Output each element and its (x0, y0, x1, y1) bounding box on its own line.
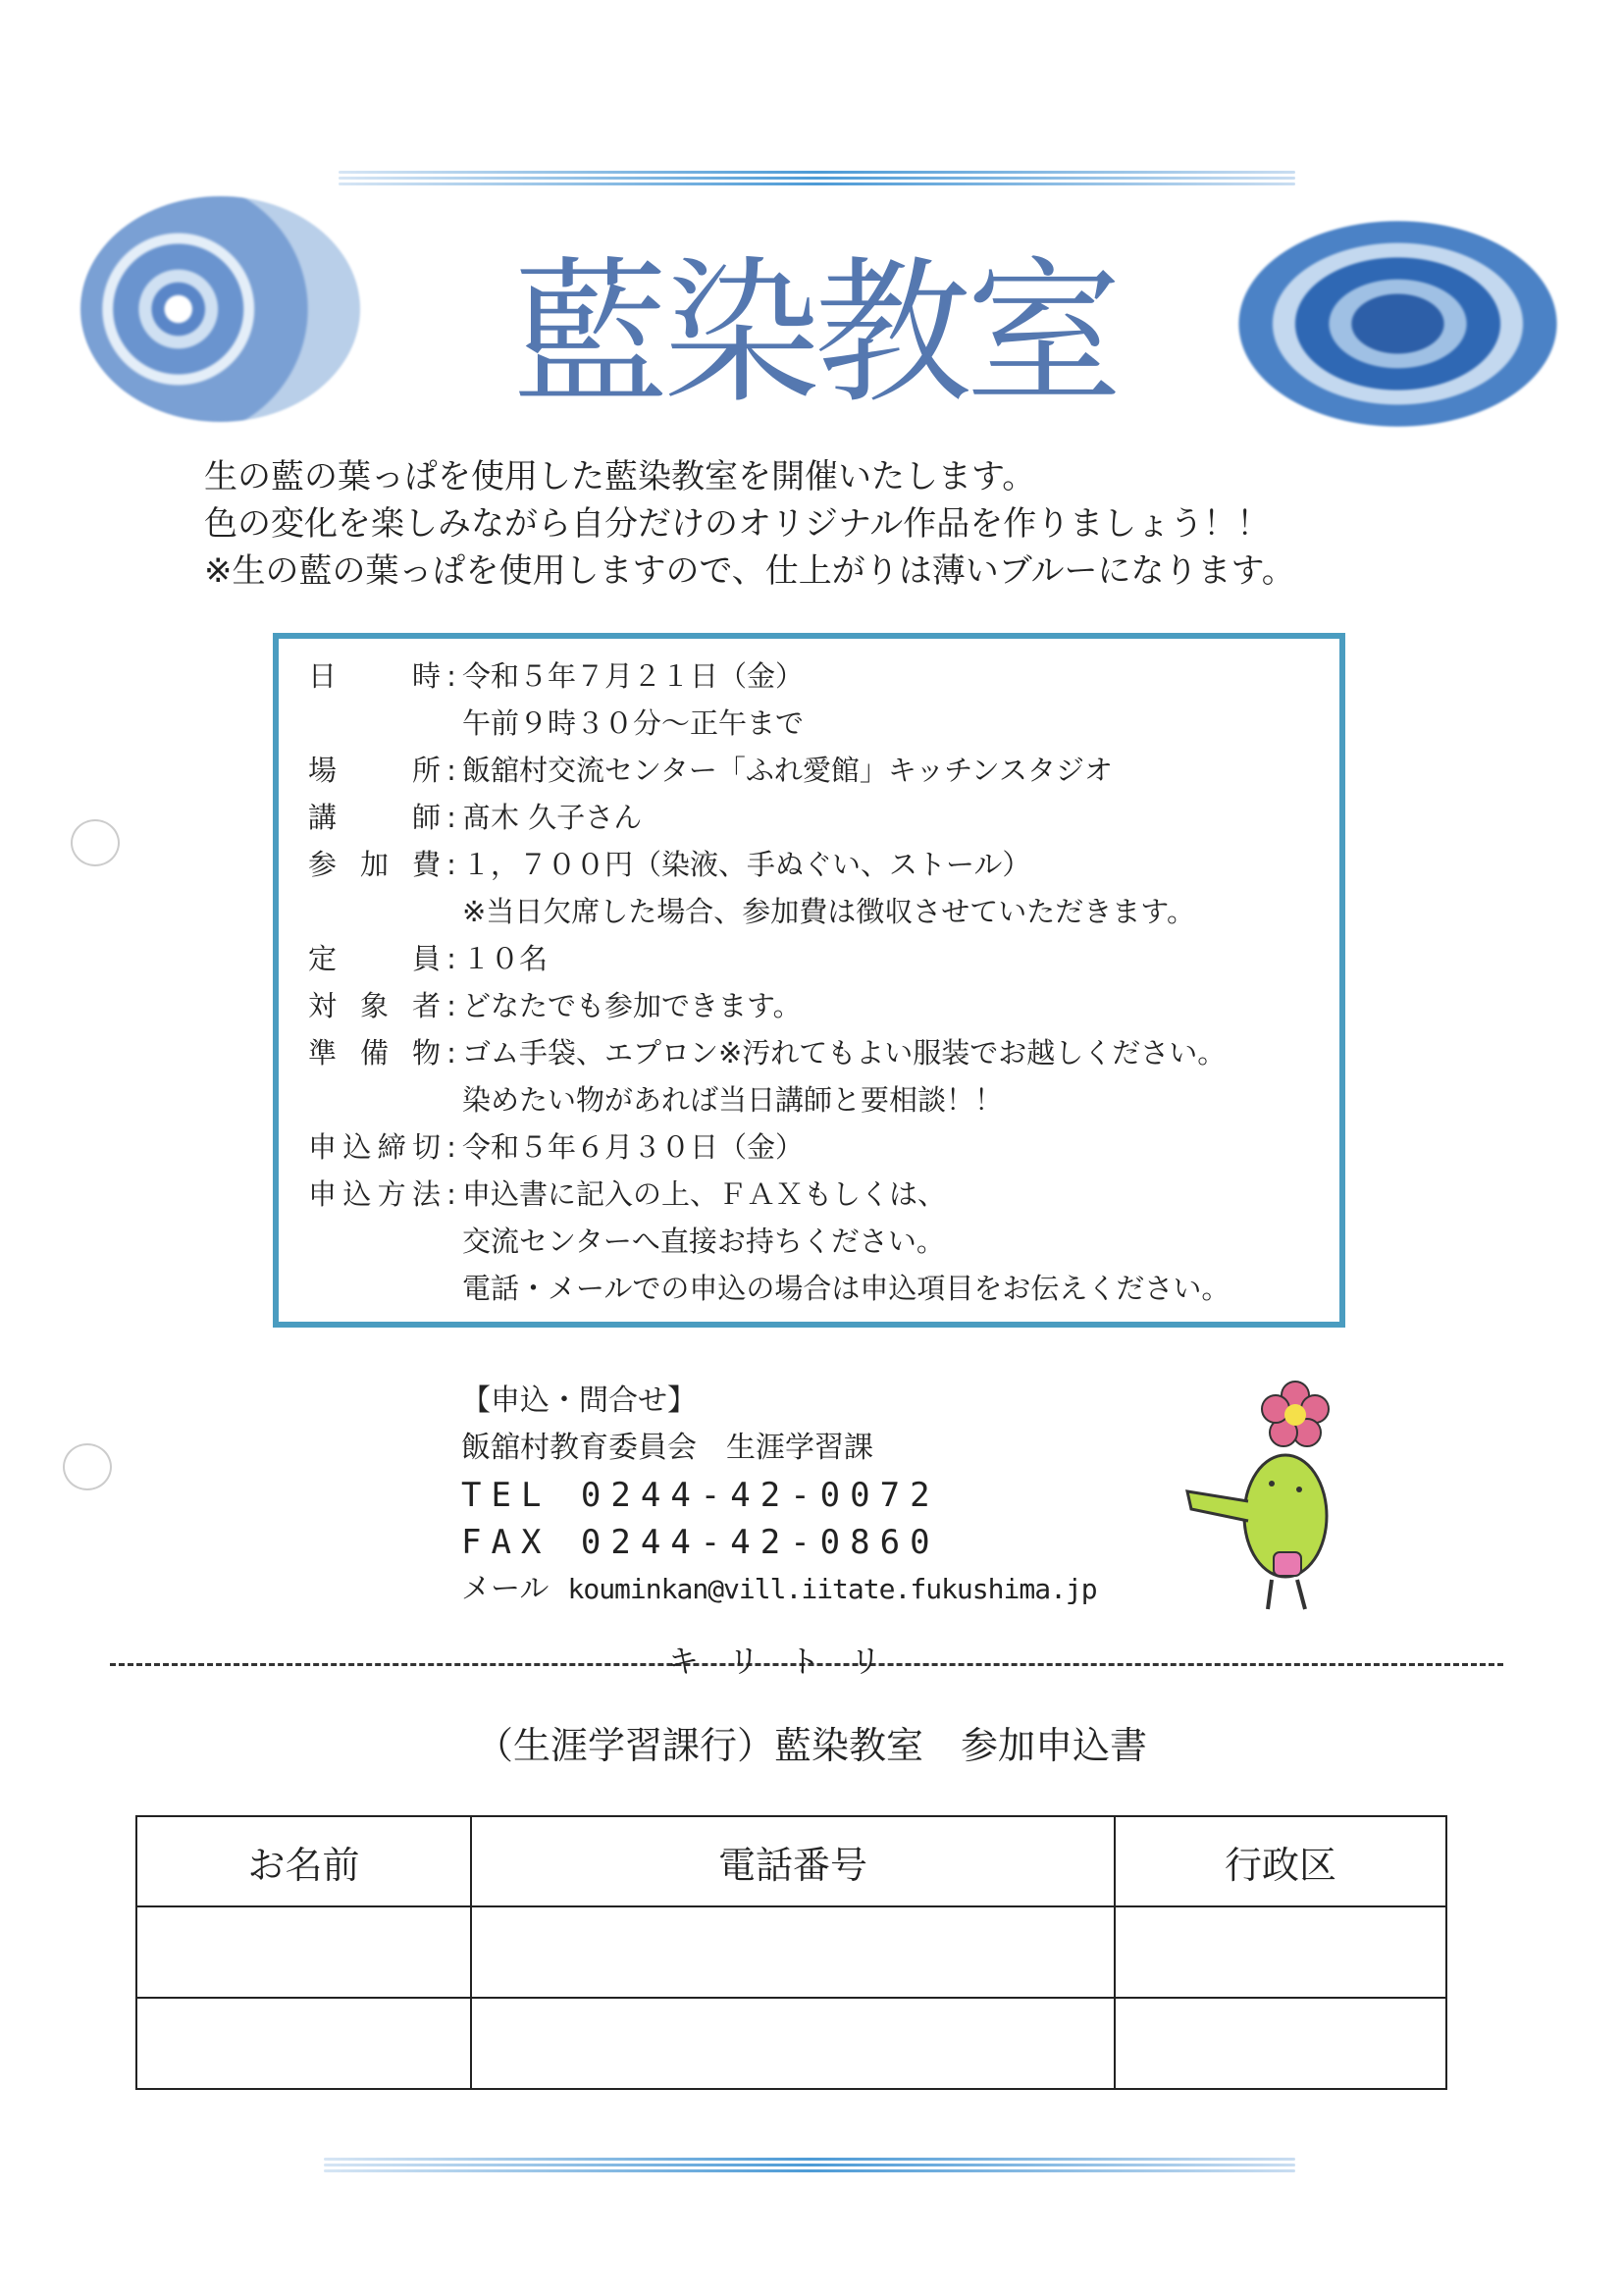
punch-hole (71, 819, 120, 866)
detail-row-fee: 参加費 : １，７００円（染液、手ぬぐい、ストール） (308, 848, 1031, 881)
detail-row-datetime: 日時 : 令和５年７月２１日（金） (308, 659, 805, 693)
contact-tel: TEL 0244-42-0072 (461, 1476, 940, 1515)
application-form-table (135, 1815, 1447, 2090)
header-phone: 電話番号 (471, 1816, 1115, 1906)
detail-row-items-note: 染めたい物があれば当日講師と要相談！！ (462, 1083, 1004, 1117)
detail-row-deadline: 申込締切 : 令和５年６月３０日（金） (308, 1130, 805, 1164)
cut-label: キリトリ (667, 1643, 912, 1680)
top-brush-decoration (339, 167, 1295, 188)
event-details-box (273, 633, 1345, 1328)
mascot-character-icon (1178, 1374, 1335, 1614)
page-title: 藍染教室 (511, 241, 1117, 425)
district-field[interactable] (1115, 1998, 1446, 2089)
contact-fax: FAX 0244-42-0860 (461, 1523, 940, 1562)
punch-hole (63, 1443, 112, 1490)
form-title: （生涯学習課行）藍染教室 参加申込書 (475, 1724, 1147, 1767)
contact-org: 飯舘村教育委員会 生涯学習課 (461, 1431, 873, 1465)
detail-row-method-2: 交流センターへ直接お持ちください。 (462, 1225, 945, 1258)
detail-row-instructor: 講師 : 髙木 久子さん (308, 801, 643, 834)
detail-row-capacity: 定員 : １０名 (308, 942, 549, 975)
detail-row-method: 申込方法 : 申込書に記入の上、ＦＡＸもしくは、 (308, 1177, 947, 1211)
name-field[interactable] (136, 1906, 471, 1998)
intro-line: 色の変化を楽しみながら自分だけのオリジナル作品を作りましょう！！ (204, 504, 1271, 544)
detail-row-place: 場所 : 飯舘村交流センター「ふれ愛館」キッチンスタジオ (308, 754, 1113, 787)
header-district: 行政区 (1115, 1816, 1446, 1906)
bottom-brush-decoration (324, 2154, 1295, 2175)
shibori-dye-image-left (80, 196, 360, 422)
detail-row-items: 準備物 : ゴム手袋、エプロン※汚れてもよい服装でお越しください。 (308, 1036, 1227, 1070)
email-link[interactable]: kouminkan@vill.iitate.fukushima.jp (567, 1573, 1097, 1605)
district-field[interactable] (1115, 1906, 1446, 1998)
contact-mail: メール kouminkan@vill.iitate.fukushima.jp (461, 1572, 1097, 1606)
phone-field[interactable] (471, 1998, 1115, 2089)
header-name: お名前 (136, 1816, 471, 1906)
detail-row-target: 対象者 : どなたでも参加できます。 (308, 989, 802, 1022)
detail-row-time: 午前９時３０分～正午まで (462, 706, 805, 740)
phone-field[interactable] (471, 1906, 1115, 1998)
intro-line: 生の藍の葉っぱを使用した藍染教室を開催いたします。 (204, 457, 1036, 496)
shibori-dye-image-right (1238, 221, 1557, 427)
intro-text (204, 453, 1295, 595)
name-field[interactable] (136, 1998, 471, 2089)
intro-line: ※生の藍の葉っぱを使用しますので、仕上がりは薄いブルーになります。 (204, 551, 1295, 591)
contact-heading: 【申込・問合せ】 (461, 1383, 697, 1418)
detail-row-fee-note: ※当日欠席した場合、参加費は徴収させていただきます。 (462, 895, 1195, 928)
detail-row-method-3: 電話・メールでの申込の場合は申込項目をお伝えください。 (462, 1272, 1230, 1305)
